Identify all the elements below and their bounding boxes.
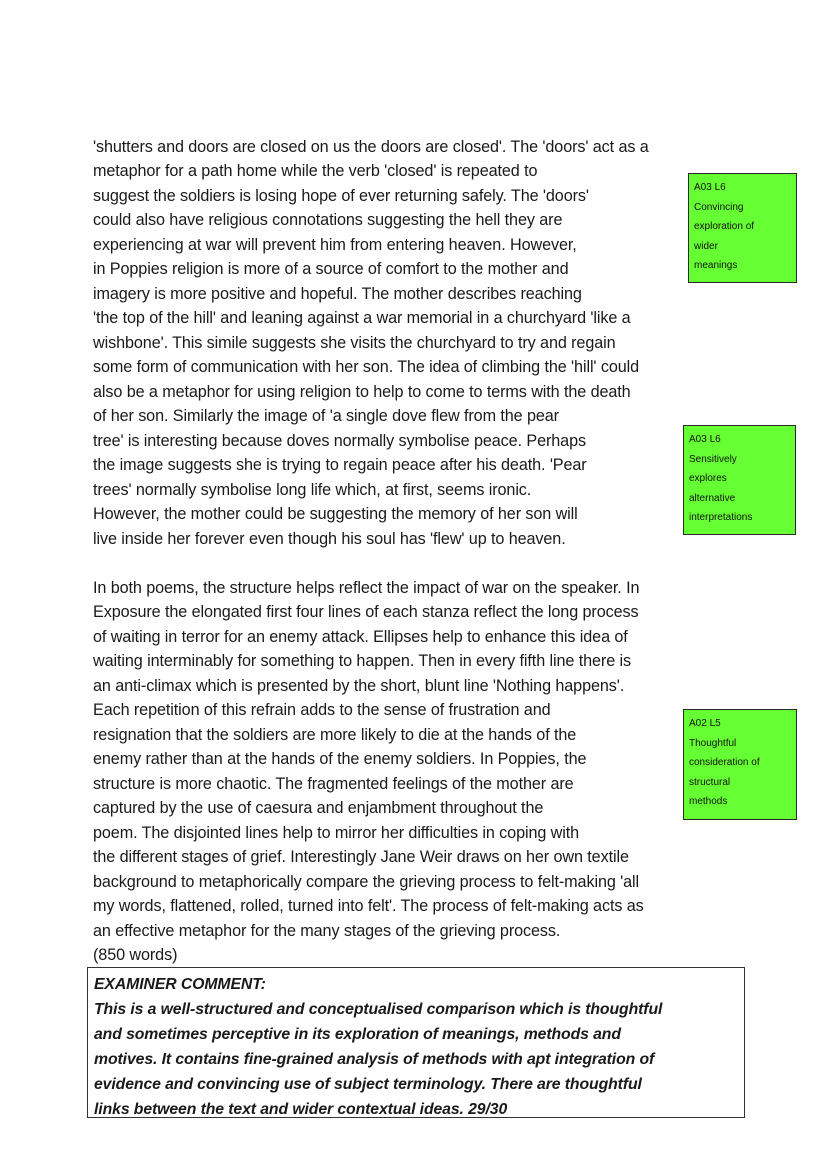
examiner-comment-heading: EXAMINER COMMENT: — [94, 976, 266, 993]
examiner-comment-line: and sometimes perceptive in its exploration of meanings, methods and — [94, 1026, 621, 1043]
text-line: 'shutters and doors are closed on us the doors are closed'. The 'doors' act as a — [93, 138, 649, 156]
text-line: suggest the soldiers is losing hope of ever returning safely. The 'doors' — [93, 187, 589, 205]
text-line: enemy rather than at the hands of the enemy soldiers. In Poppies, the — [93, 750, 587, 768]
annotation-line: Sensitively — [689, 453, 737, 465]
annotation-line: Thoughtful — [689, 737, 737, 749]
annotation-line: Convincing — [694, 201, 744, 213]
annotation-line: A02 L5 — [689, 718, 721, 729]
text-line: the image suggests she is trying to regain peace after his death. 'Pear — [93, 456, 587, 474]
annotation-box — [683, 425, 796, 535]
text-line: background to metaphorically compare the grieving process to felt-making 'all — [93, 873, 640, 891]
annotation-line: alternative — [689, 492, 736, 504]
text-line: metaphor for a path home while the verb 'closed' is repeated to — [93, 162, 538, 180]
text-line: structure is more chaotic. The fragmented feelings of the mother are — [93, 775, 574, 793]
text-line: my words, flattened, rolled, turned into felt'. The process of felt-making acts as — [93, 897, 644, 915]
text-line: resignation that the soldiers are more likely to die at the hands of the — [93, 726, 577, 744]
annotation-line: interpretations — [689, 512, 753, 523]
text-line: the different stages of grief. Interestingly Jane Weir draws on her own textile — [93, 848, 629, 866]
text-line: some form of communication with her son. The idea of climbing the 'hill' could — [93, 358, 640, 376]
examiner-comment-box — [87, 967, 745, 1118]
text-line: of her son. Similarly the image of 'a single dove flew from the pear — [93, 407, 559, 425]
text-line: wishbone'. This simile suggests she visits the churchyard to try and regain — [93, 334, 616, 352]
annotation-line: structural — [689, 776, 731, 788]
text-line: experiencing at war will prevent him from entering heaven. However, — [93, 236, 577, 254]
text-line: captured by the use of caesura and enjambment throughout the — [93, 799, 544, 817]
text-line: trees' normally symbolise long life which, at first, seems ironic. — [93, 481, 532, 499]
text-line: live inside her forever even though his soul has 'flew' up to heaven. — [93, 530, 566, 548]
text-line: also be a metaphor for using religion to help to come to terms with the death — [93, 383, 631, 401]
text-line: Each repetition of this refrain adds to the sense of frustration and — [93, 701, 551, 719]
annotation-line: methods — [689, 796, 728, 807]
text-line: of waiting in terror for an enemy attack. Ellipses help to enhance this idea of — [93, 628, 628, 646]
annotation-box — [688, 173, 797, 283]
annotation-line: consideration of — [689, 757, 760, 768]
text-line: In both poems, the structure helps reflect the impact of war on the speaker. In — [93, 579, 640, 597]
annotation-box — [683, 709, 797, 820]
annotation-line: explores — [689, 473, 727, 484]
examiner-comment-line: motives. It contains fine-grained analysis of methods with apt integration of — [94, 1051, 655, 1068]
annotation-line: wider — [694, 240, 718, 252]
word-count: (850 words) — [93, 946, 178, 964]
annotation-line: A03 L6 — [689, 434, 721, 445]
annotation-line: meanings — [694, 260, 738, 271]
text-line: 'the top of the hill' and leaning against a war memorial in a churchyard 'like a — [93, 309, 631, 327]
text-line: imagery is more positive and hopeful. The mother describes reaching — [93, 285, 582, 303]
examiner-comment-line: This is a well-structured and conceptualised comparison which is thoughtful — [94, 1001, 663, 1018]
text-line: could also have religious connotations suggesting the hell they are — [93, 211, 563, 229]
annotation-line: A03 L6 — [694, 182, 726, 193]
text-line: an effective metaphor for the many stages of the grieving process. — [93, 922, 561, 940]
examiner-comment-line: links between the text and wider contextual ideas. 29/30 — [94, 1101, 508, 1118]
text-line: an anti-climax which is presented by the short, blunt line 'Nothing happens'. — [93, 677, 625, 695]
text-line: in Poppies religion is more of a source of comfort to the mother and — [93, 260, 569, 278]
text-line: Exposure the elongated first four lines of each stanza reflect the long process — [93, 603, 639, 621]
text-line: tree' is interesting because doves normally symbolise peace. Perhaps — [93, 432, 586, 450]
text-line: waiting interminably for something to happen. Then in every fifth line there is — [93, 652, 631, 670]
text-line: poem. The disjointed lines help to mirror her difficulties in coping with — [93, 824, 580, 842]
examiner-comment-line: evidence and convincing use of subject terminology. There are thoughtful — [94, 1076, 642, 1093]
annotation-line: exploration of — [694, 221, 755, 232]
text-line: However, the mother could be suggesting the memory of her son will — [93, 505, 578, 523]
